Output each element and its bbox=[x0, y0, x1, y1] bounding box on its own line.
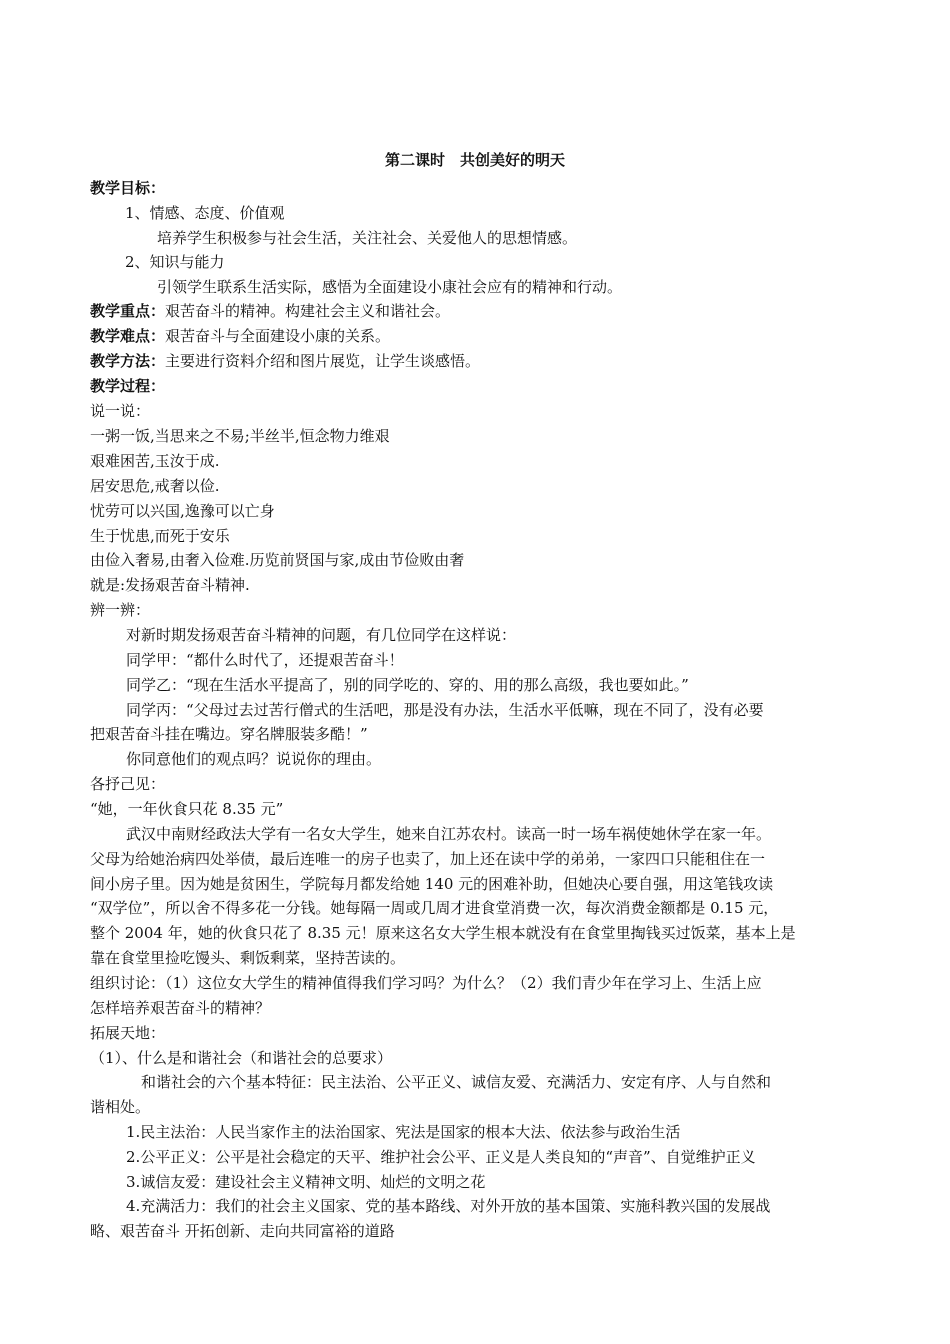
harmony-item: 2.公平正义：公平是社会稳定的天平、维护社会公平、正义是人类良知的“声音”、自觉维护正义 bbox=[126, 1148, 756, 1166]
opinion-heading: 各抒己见： bbox=[90, 775, 166, 793]
debate-intro: 对新时期发扬艰苦奋斗精神的问题，有几位同学在这样说： bbox=[126, 626, 517, 644]
discussion: 组织讨论：（1）这位女大学生的精神值得我们学习吗？为什么？（2）我们青少年在学习上、生活上应 bbox=[90, 974, 762, 992]
harmony-intro-cont: 谐相处。 bbox=[90, 1098, 151, 1116]
say-line: 生于忧患,而死于安乐 bbox=[90, 527, 230, 545]
debate-student-b: 同学乙：“现在生活水平提高了，别的同学吃的、穿的、用的那么高级，我也要如此。” bbox=[126, 676, 689, 694]
goals-heading: 教学目标： bbox=[90, 179, 166, 197]
story-line: 父母为给她治病四处举债，最后连唯一的房子也卖了，加上还在读中学的弟弟，一家四口只能租住在一 bbox=[90, 850, 766, 868]
harmony-item: 4.充满活力：我们的社会主义国家、党的基本路线、对外开放的基本国策、实施科教兴国的发展战 bbox=[126, 1197, 771, 1215]
story-line: “双学位”，所以舍不得多花一分钱。她每隔一周或几周才进食堂消费一次，每次消费金额都是 0.15 元， bbox=[90, 899, 779, 917]
goal-2-text: 引领学生联系生活实际，感悟为全面建设小康社会应有的精神和行动。 bbox=[157, 278, 623, 296]
debate-heading: 辨一辨： bbox=[90, 601, 151, 619]
debate-question: 你同意他们的观点吗？说说你的理由。 bbox=[126, 750, 382, 768]
difficulty bbox=[90, 326, 390, 346]
goal-2-label: 2、知识与能力 bbox=[125, 253, 225, 271]
harmony-item: 3.诚信友爱：建设社会主义精神文明、灿烂的文明之花 bbox=[126, 1173, 486, 1191]
goal-1-text: 培养学生积极参与社会生活，关注社会、关爱他人的思想情感。 bbox=[157, 229, 578, 247]
method-text: 主要进行资料介绍和图片展览，让学生谈感悟。 bbox=[165, 352, 481, 370]
key-points-text: 艰苦奋斗的精神。构建社会主义和谐社会。 bbox=[165, 302, 451, 320]
story-line: 靠在食堂里捡吃馒头、剩饭剩菜，坚持苦读的。 bbox=[90, 949, 406, 967]
page-title: 第二课时 共创美好的明天 bbox=[384, 151, 565, 169]
say-line: 就是:发扬艰苦奋斗精神. bbox=[90, 576, 250, 594]
story-line: 间小房子里。因为她是贫困生，学院每月都发给她 140 元的困难补助，但她决心要自强，用这笔钱攻读 bbox=[90, 875, 774, 893]
process-heading: 教学过程： bbox=[90, 377, 166, 395]
difficulty-text: 艰苦奋斗与全面建设小康的关系。 bbox=[165, 327, 391, 345]
key-points-label: 教学重点： bbox=[90, 302, 166, 320]
harmony-item-cont: 略、艰苦奋斗 开拓创新、走向共同富裕的道路 bbox=[90, 1222, 395, 1240]
story-title: “她，一年伙食只花 8.35 元” bbox=[90, 800, 284, 818]
say-line: 艰难困苦,玉汝于成. bbox=[90, 452, 220, 470]
debate-student-a: 同学甲：“都什么时代了，还提艰苦奋斗！ bbox=[126, 651, 404, 669]
say-line: 居安思危,戒奢以俭. bbox=[90, 477, 220, 495]
harmony-intro: 和谐社会的六个基本特征：民主法治、公平正义、诚信友爱、充满活力、安定有序、人与自然和 bbox=[141, 1073, 772, 1091]
story-line: 武汉中南财经政法大学有一名女大学生，她来自江苏农村。读高一时一场车祸使她休学在家一年。 bbox=[126, 825, 772, 843]
method-label: 教学方法： bbox=[90, 352, 166, 370]
story-line: 整个 2004 年，她的伙食只花了 8.35 元！原来这名女大学生根本就没有在食堂里掏钱买过饭菜，基本上是 bbox=[90, 924, 796, 942]
say-heading: 说一说： bbox=[90, 402, 151, 420]
harmony-item: 1.民主法治：人民当家作主的法治国家、宪法是国家的根本大法、依法参与政治生活 bbox=[126, 1123, 681, 1141]
key-points bbox=[90, 301, 450, 321]
debate-student-c: 同学丙：“父母过去过苦行僧式的生活吧，那是没有办法，生活水平低嘛，现在不同了，没有必要 bbox=[126, 701, 764, 719]
say-line: 由俭入奢易,由奢入俭难.历览前贤国与家,成由节俭败由奢 bbox=[90, 551, 465, 569]
harmony-heading: （1）、什么是和谐社会（和谐社会的总要求） bbox=[90, 1049, 393, 1067]
method bbox=[90, 351, 480, 371]
expand-heading: 拓展天地： bbox=[90, 1024, 166, 1042]
debate-student-c-cont: 把艰苦奋斗挂在嘴边。穿名牌服装多酷！” bbox=[90, 725, 368, 743]
discussion-cont: 怎样培养艰苦奋斗的精神？ bbox=[90, 999, 271, 1017]
goal-1-label: 1、情感、态度、价值观 bbox=[125, 204, 285, 222]
difficulty-label: 教学难点： bbox=[90, 327, 166, 345]
say-line: 忧劳可以兴国,逸豫可以亡身 bbox=[90, 502, 275, 520]
say-line: 一粥一饭,当思来之不易;半丝半,恒念物力维艰 bbox=[90, 427, 390, 445]
